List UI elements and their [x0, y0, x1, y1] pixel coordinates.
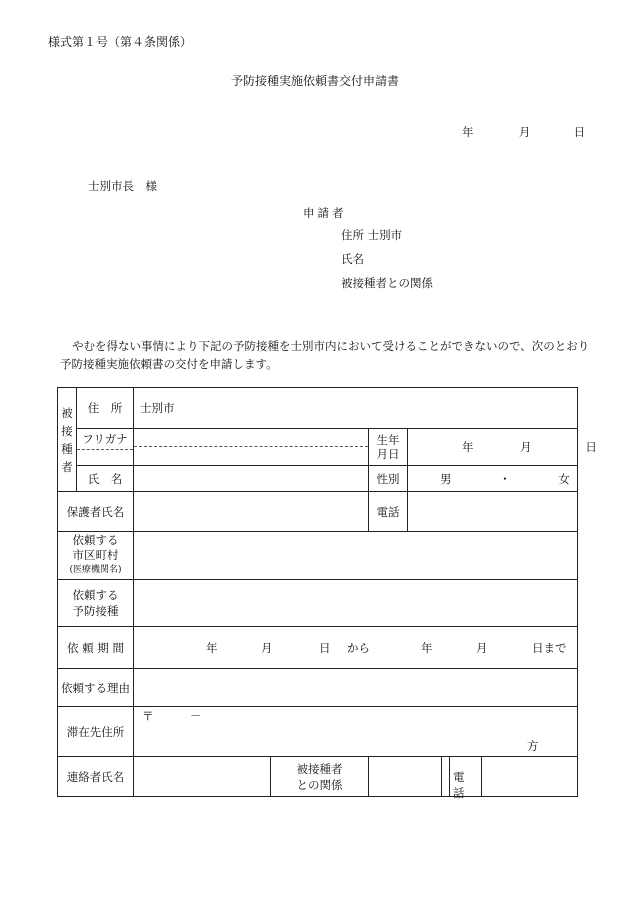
furigana-label: フリガナ — [77, 429, 134, 466]
stay-address-label: 滞在先住所 — [58, 707, 134, 757]
address-label: 住 所 — [77, 388, 134, 429]
application-date — [462, 124, 585, 140]
period-field[interactable]: 年 月 日 から 年 月 日まで — [134, 627, 578, 669]
contact-phone-label: 電話 — [453, 770, 465, 800]
guardian-field[interactable] — [134, 492, 369, 532]
contact-relation-field[interactable] — [369, 757, 465, 800]
vaccine-field[interactable] — [134, 580, 578, 627]
page-title: 予防接種実施依頼書交付申請書 — [230, 74, 399, 88]
postal-dash: － — [190, 709, 202, 723]
reason-label: 依頼する理由 — [58, 669, 134, 707]
date-year-label: 年 — [462, 125, 474, 139]
stay-address-field[interactable] — [134, 707, 578, 757]
name-field[interactable] — [134, 466, 369, 492]
contact-label: 連絡者氏名 — [58, 757, 134, 797]
municipality-field[interactable] — [134, 532, 578, 580]
birthdate-field[interactable]: 年 月 日 — [408, 429, 578, 466]
guardian-phone-field[interactable] — [408, 492, 578, 532]
addressee: 士別市長 様 — [88, 179, 157, 193]
date-day-label: 日 — [573, 125, 586, 139]
application-statement: やむを得ない事情により下記の予防接種を士別市内において受けることができないので、次のとおり予防接種実施依頼書の交付を申請します。 — [60, 339, 590, 371]
period-label: 依 頼 期 間 — [58, 627, 134, 669]
sex-options[interactable]: 男 ・ 女 — [408, 466, 578, 492]
birthdate-label: 生年 月日 — [369, 429, 408, 466]
postal-mark: 〒 — [142, 709, 154, 723]
contact-relation-label: 被接種者 との関係 — [271, 757, 369, 797]
applicant-relation: 被接種者との関係 — [341, 276, 433, 290]
contact-name-field[interactable] — [134, 757, 271, 797]
municipality-label: 依頼する 市区町村 (医療機関名) — [58, 532, 134, 580]
sex-label: 性別 — [369, 466, 408, 492]
furigana-field[interactable] — [134, 429, 369, 466]
date-month-label: 月 — [518, 125, 531, 139]
vaccine-label: 依頼する 予防接種 — [58, 580, 134, 627]
guardian-phone-label: 電話 — [369, 492, 408, 532]
address-field[interactable]: 士別市 — [134, 388, 578, 429]
subject-label: 被 接 種 者 — [58, 388, 77, 492]
application-table — [57, 387, 597, 800]
applicant-address: 住所 士別市 — [341, 228, 403, 242]
stay-suffix: 方 — [527, 739, 539, 753]
reason-field[interactable] — [134, 669, 578, 707]
form-number: 様式第１号（第４条関係） — [48, 35, 193, 49]
applicant-label: 申請者 — [303, 206, 347, 220]
name-label: 氏 名 — [77, 466, 134, 492]
guardian-label: 保護者氏名 — [58, 492, 134, 532]
applicant-name: 氏名 — [341, 252, 364, 266]
